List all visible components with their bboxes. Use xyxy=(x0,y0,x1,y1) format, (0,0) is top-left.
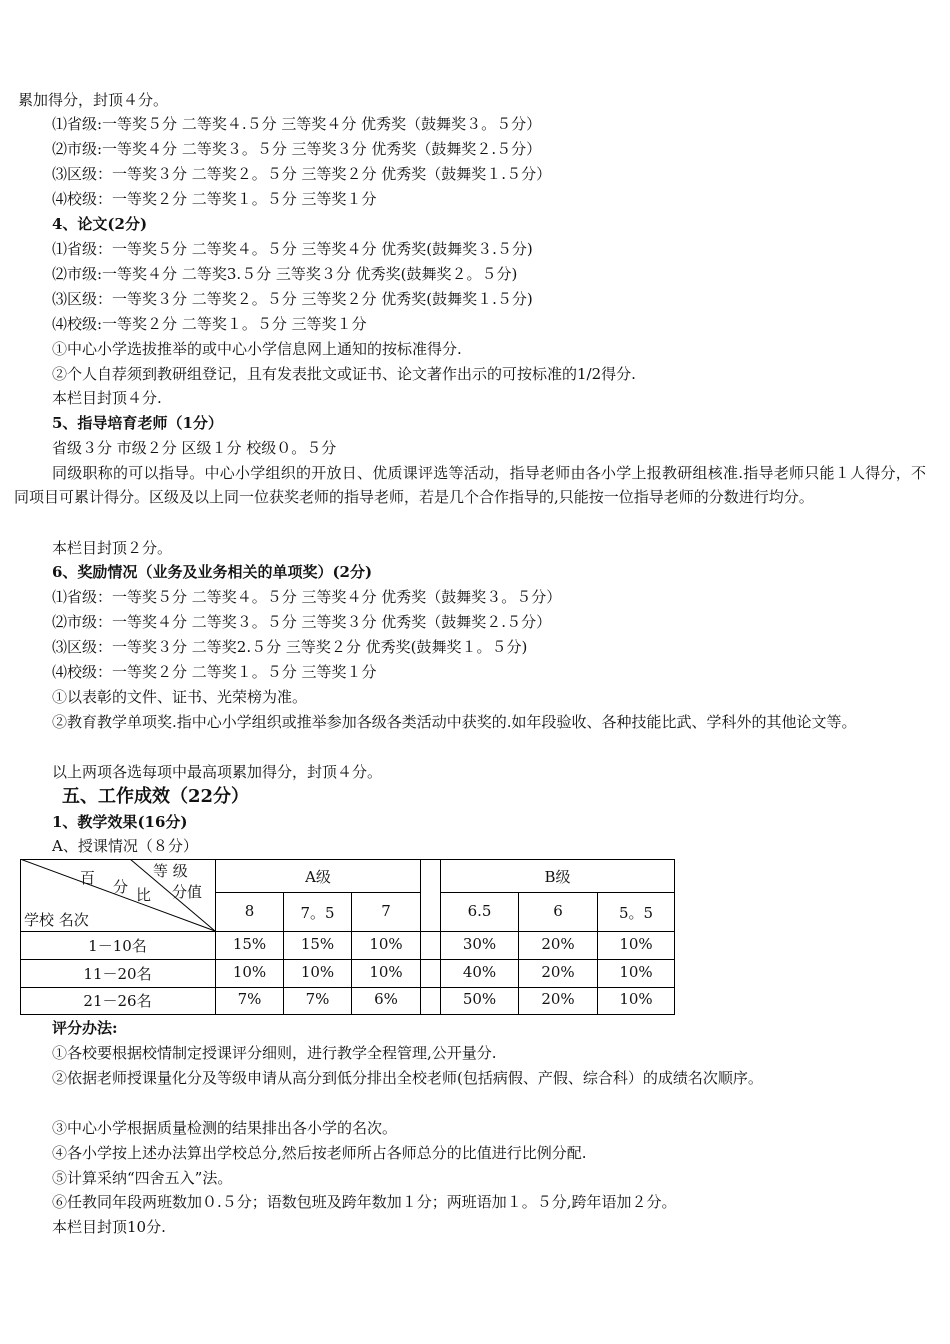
corner-label-fenzhi: 分值 xyxy=(172,883,203,901)
paragraph: ②依据老师授课量化分及等级申请从高分到低分排出全校老师(包括病假、产假、综合科）的成绩名次顺序。 xyxy=(52,1069,763,1087)
text-line: ⑶区级：一等奖３分 二等奖２。５分 三等奖２分 优秀奖（鼓舞奖１.５分） xyxy=(52,165,552,183)
corner-label-bai: 百 xyxy=(80,869,96,887)
text-line: ⑷校级：一等奖２分 二等奖１。５分 三等奖１分 xyxy=(52,663,377,681)
paragraph: ②教育教学单项奖.指中心小学组织或推举参加各级各类活动中获奖的.如年段验收、各种技能比武、学科外的其他论文等。 xyxy=(52,713,857,731)
section-heading: 4、论文(2分) xyxy=(52,215,148,233)
rank-cell: 21－26名 xyxy=(83,992,152,1010)
table-cell: 20% xyxy=(541,935,575,953)
text-line: ①以表彰的文件、证书、光荣榜为准。 xyxy=(52,688,308,706)
text-line: ⑶区级：一等奖３分 二等奖2.５分 三等奖２分 优秀奖(鼓舞奖１。５分) xyxy=(52,638,528,656)
corner-label-xuexiao: 学校 名次 xyxy=(24,911,89,929)
rank-cell: 1－10名 xyxy=(88,937,147,955)
text-line: ③中心小学根据质量检测的结果排出各小学的名次。 xyxy=(52,1119,398,1137)
text-line: 本栏目封顶10分. xyxy=(52,1218,166,1236)
text-line: ⑵市级:一等奖４分 二等奖3.５分 三等奖３分 优秀奖(鼓舞奖２。５分) xyxy=(52,265,518,283)
rank-cell: 11－20名 xyxy=(83,965,152,983)
table-cell: 15% xyxy=(300,935,335,953)
section-heading: 6、奖励情况（业务及业务相关的单项奖）(2分) xyxy=(52,563,373,581)
table-cell: 10% xyxy=(300,963,335,981)
section-heading: 5、指导培育老师（1分） xyxy=(52,414,223,432)
text-line: ①中心小学选拔推举的或中心小学信息网上通知的按标准得分. xyxy=(52,340,462,358)
table-cell: 10% xyxy=(232,963,267,981)
text-line: ⑵市级：一等奖４分 二等奖３。５分 三等奖３分 优秀奖（鼓舞奖２.５分） xyxy=(52,613,552,631)
table-cell: 10% xyxy=(369,963,403,981)
text-line: ⑷校级:一等奖２分 二等奖１。５分 三等奖１分 xyxy=(52,315,367,333)
text-line: 以上两项各选每项中最高项累加得分，封顶４分。 xyxy=(52,763,383,781)
text-line: ⑤计算采纳“四舍五入”法。 xyxy=(52,1169,233,1187)
table-cell: 20% xyxy=(541,990,575,1008)
text-line: ⑴省级：一等奖５分 二等奖４。５分 三等奖４分 优秀奖(鼓舞奖３.５分) xyxy=(52,240,533,258)
table-cell: 10% xyxy=(619,990,653,1008)
table-cell: 10% xyxy=(369,935,403,953)
text-line: ⑴省级:一等奖５分 二等奖４.５分 三等奖４分 优秀奖（鼓舞奖３。５分） xyxy=(52,115,542,133)
text-line: ⑥任教同年段两班数加０.５分；语数包班及跨年数加１分；两班语加１。５分,跨年语加２分。 xyxy=(52,1193,677,1211)
chapter-heading: 五、工作成效（22分） xyxy=(62,786,250,807)
text-line: ⑴省级：一等奖５分 二等奖４。５分 三等奖４分 优秀奖（鼓舞奖３。５分） xyxy=(52,588,562,606)
corner-label-fen: 分 xyxy=(113,878,129,896)
table-cell: 30% xyxy=(462,935,497,953)
section-heading: 1、教学效果(16分) xyxy=(52,813,188,831)
table-cell: 10% xyxy=(619,935,653,953)
score-table xyxy=(20,859,675,1015)
text-line: 本栏目封顶２分。 xyxy=(52,539,173,557)
corner-label-dengji: 等 级 xyxy=(153,862,188,880)
table-cell: 50% xyxy=(462,990,497,1008)
score-header: 7 xyxy=(381,902,391,920)
table-cell: 10% xyxy=(619,963,653,981)
text-line: 本栏目封顶４分. xyxy=(52,389,162,407)
text-line: 省级３分 市级２分 区级１分 校级０。５分 xyxy=(52,439,337,457)
table-cell: 7% xyxy=(237,990,262,1008)
group-a-header: A级 xyxy=(305,868,331,886)
text-line: 累加得分，封顶４分。 xyxy=(18,91,169,109)
text-line: A、授课情况（８分） xyxy=(52,837,198,855)
score-header: 6.5 xyxy=(467,902,492,920)
text-line: ④各小学按上述办法算出学校总分,然后按老师所占各师总分的比值进行比例分配. xyxy=(52,1144,587,1162)
section-heading: 评分办法: xyxy=(52,1019,118,1037)
score-header: 5。5 xyxy=(618,904,654,922)
table-cell: 7% xyxy=(305,990,330,1008)
score-header: 8 xyxy=(244,902,255,920)
text-line: ①各校要根据校情制定授课评分细则，进行教学全程管理,公开量分. xyxy=(52,1044,497,1062)
table-cell: 40% xyxy=(462,963,497,981)
paragraph: 同级职称的可以指导。中心小学组织的开放日、优质课评选等活动，指导老师由各小学上报教研组核准.指导老师只能１人得分，不同项目可累计得分。区级及以上同一位获奖老师的指导老师，若是几个合作指导的,只能按一位指导老师的分数进行均分。 xyxy=(14,464,926,506)
group-b-header: B级 xyxy=(544,868,571,886)
text-line: ②个人自荐须到教研组登记，且有发表批文或证书、论文著作出示的可按标准的1/2得分. xyxy=(52,365,636,383)
score-header: 6 xyxy=(553,902,563,920)
text-line: ⑵市级:一等奖４分 二等奖３。５分 三等奖３分 优秀奖（鼓舞奖２.５分） xyxy=(52,140,542,158)
text-line: ⑷校级：一等奖２分 二等奖１。５分 三等奖１分 xyxy=(52,190,377,208)
table-cell: 6% xyxy=(374,990,398,1008)
table-cell: 15% xyxy=(232,935,267,953)
score-header: 7。5 xyxy=(300,904,335,922)
text-line: ⑶区级：一等奖３分 二等奖２。５分 三等奖２分 优秀奖(鼓舞奖１.５分) xyxy=(52,290,533,308)
table-cell: 20% xyxy=(541,963,575,981)
corner-label-bi: 比 xyxy=(136,886,152,904)
